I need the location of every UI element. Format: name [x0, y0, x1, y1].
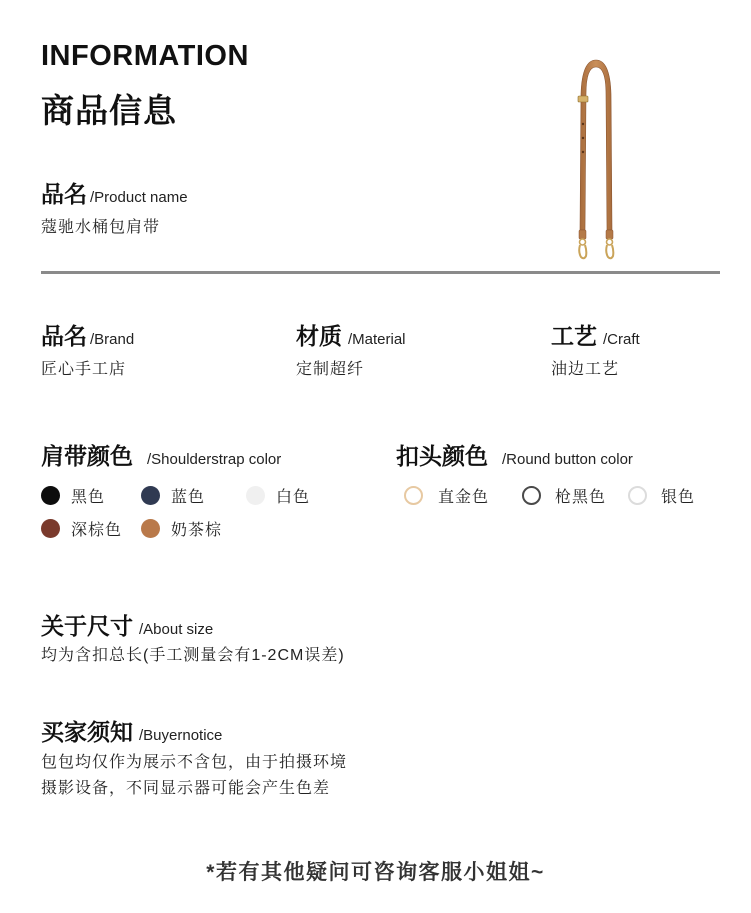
size-label-en: /About size [139, 621, 214, 638]
strap-color-option [41, 484, 105, 507]
spec-material-label-en: /Material [348, 331, 406, 348]
button-color-option [404, 484, 489, 507]
spec-material-label-cn: 材质 [296, 323, 342, 349]
swatch-label: 黑色 [71, 489, 106, 506]
size-label-cn: 关于尺寸 [41, 613, 133, 639]
swatch-label: 深棕色 [71, 522, 123, 539]
swatch-label: 银色 [661, 489, 696, 506]
button-color-heading [396, 438, 633, 471]
product-name-label-cn: 品名 [41, 181, 87, 207]
product-name-value: 蔻驰水桶包肩带 [41, 219, 161, 236]
swatch-milk-tea-brown [141, 519, 160, 538]
button-color-option [628, 484, 695, 507]
notice-label-cn: 买家须知 [41, 719, 133, 745]
spec-material-heading [296, 318, 406, 351]
swatch-label: 枪黑色 [555, 489, 607, 506]
swatch-blue [141, 486, 160, 505]
footer-contact-note: *若有其他疑问可咨询客服小姐姐~ [206, 861, 545, 884]
spec-craft-value: 油边工艺 [551, 361, 620, 378]
swatch-label: 白色 [276, 489, 311, 506]
product-name-heading [41, 176, 188, 209]
shoulder-strap-image [566, 54, 626, 262]
button-color-option [522, 484, 606, 507]
size-value: 均为含扣总长(手工测量会有1-2CM误差) [41, 647, 345, 664]
page-title-cn: 商品信息 [41, 92, 177, 129]
strap-color-option [246, 484, 310, 507]
spec-craft-label-en: /Craft [603, 331, 640, 348]
notice-line-1: 包包均仅作为展示不含包，由于拍摄环境 [41, 754, 348, 771]
spec-brand-label-en: /Brand [90, 331, 135, 348]
strap-color-label-en: /Shoulderstrap color [147, 451, 282, 468]
notice-line-2: 摄影设备，不同显示器可能会产生色差 [41, 780, 331, 797]
notice-label-en: /Buyernotice [139, 727, 223, 744]
strap-color-option [141, 517, 222, 540]
section-divider [41, 271, 720, 274]
spec-brand-heading [41, 318, 134, 351]
spec-brand-label-cn: 品名 [41, 323, 87, 349]
ring-silver [628, 486, 647, 505]
spec-craft-heading [551, 318, 640, 351]
ring-gold [404, 486, 423, 505]
spec-craft-label-cn: 工艺 [551, 323, 597, 349]
strap-color-label-cn: 肩带颜色 [41, 443, 133, 469]
button-color-label-cn: 扣头颜色 [396, 443, 488, 469]
strap-color-option [141, 484, 205, 507]
spec-material-value: 定制超纤 [296, 361, 365, 378]
notice-heading [41, 714, 222, 747]
swatch-label: 奶茶棕 [171, 522, 223, 539]
button-color-label-en: /Round button color [502, 451, 633, 468]
spec-brand-value: 匠心手工店 [41, 361, 127, 378]
swatch-dark-brown [41, 519, 60, 538]
swatch-black [41, 486, 60, 505]
strap-color-heading [41, 438, 281, 471]
size-heading [41, 608, 213, 641]
swatch-white [246, 486, 265, 505]
swatch-label: 蓝色 [171, 489, 206, 506]
swatch-label: 直金色 [438, 489, 490, 506]
page-title-en: INFORMATION [41, 40, 249, 72]
strap-color-option [41, 517, 122, 540]
ring-gunmetal [522, 486, 541, 505]
product-name-label-en: /Product name [90, 189, 188, 206]
